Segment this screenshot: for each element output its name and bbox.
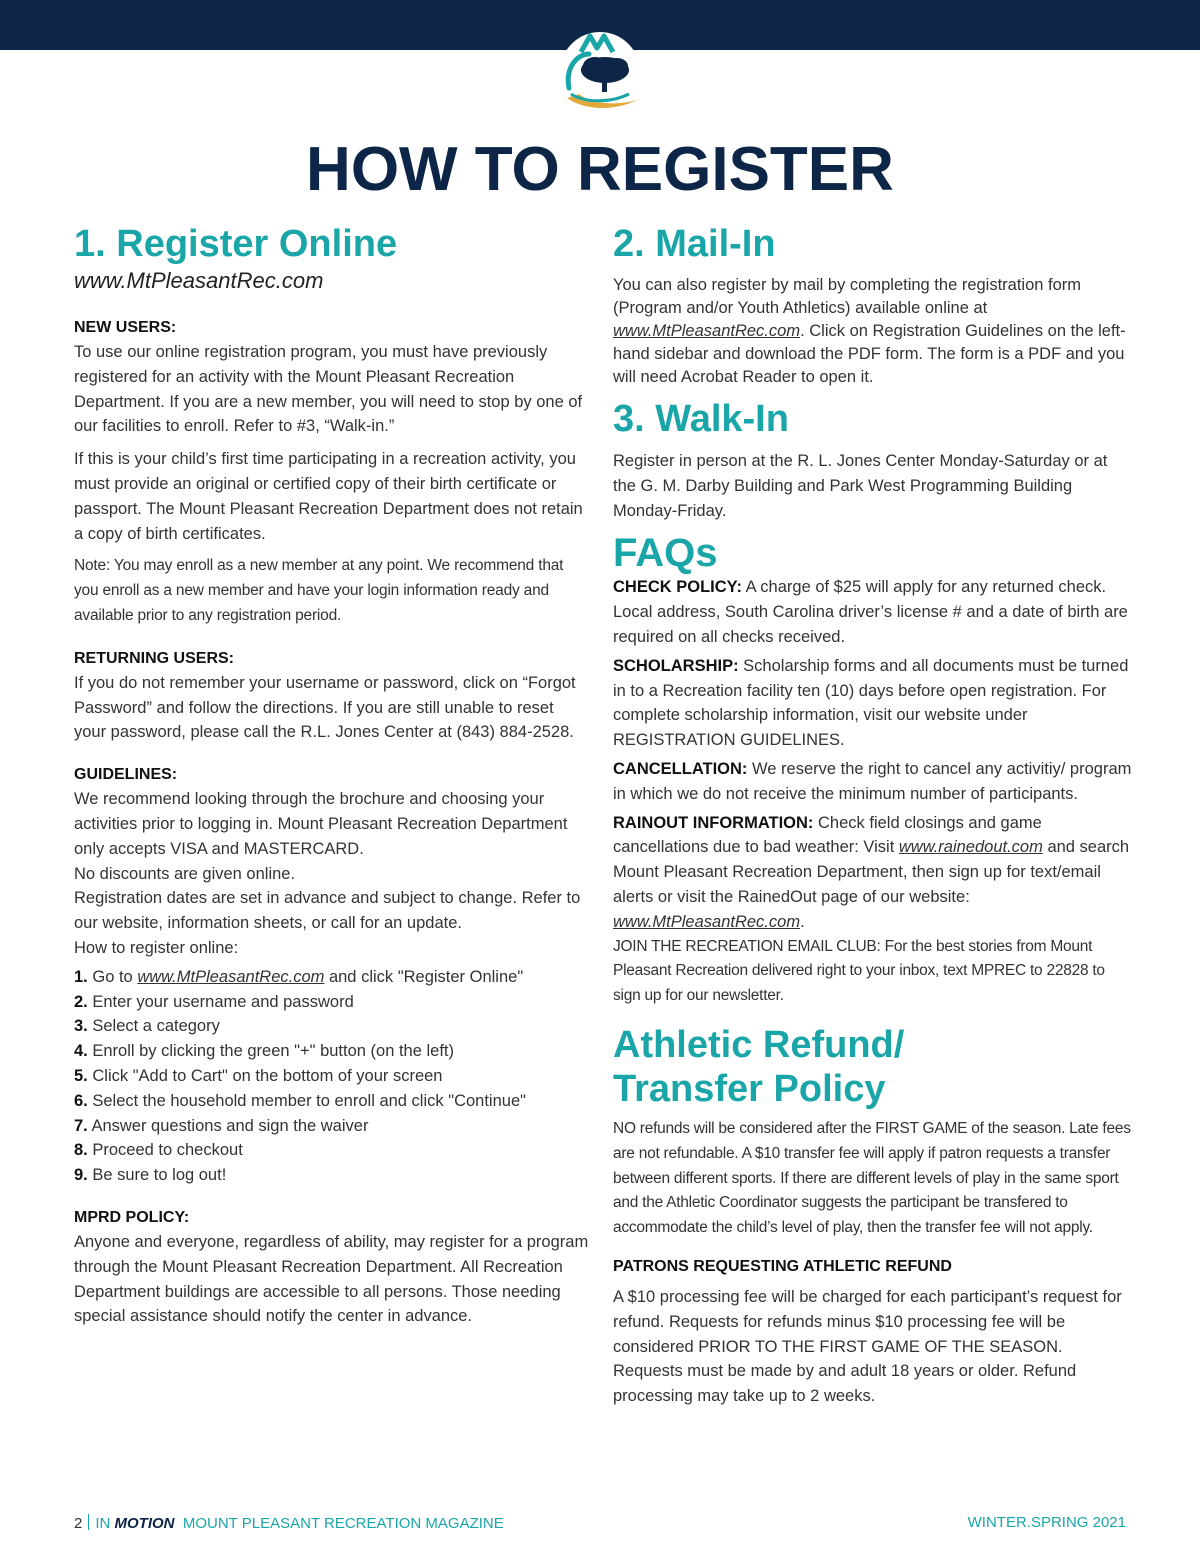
returning-users-text: If you do not remember your username or password, click on “Forgot Password” and follow the directions. If you are still unable to reset your password, please call the R.L. Jones Center at (843) 884-2528.	[74, 673, 576, 742]
page-title: HOW TO REGISTER	[306, 135, 894, 204]
season-label: WINTER.SPRING 2021	[967, 1514, 1126, 1531]
footer-motion: MOTION	[114, 1515, 175, 1532]
registration-steps	[74, 965, 590, 1188]
step-item: 7. Answer questions and sign the waiver	[74, 1116, 369, 1135]
scholarship-info: SCHOLARSHIP: Scholarship forms and all documents must be turned in to a Recreation facility ten (10) days before open registration. For complete scholarship information, visit our website under REGISTRATION GUIDELINES.	[613, 656, 1129, 750]
guidelines-title: GUIDELINES:	[74, 766, 178, 784]
walk-in-text: Register in person at the R. L. Jones Center Monday-Saturday or at the G. M. Darby Building and Park West Programming Building Monday-Friday.	[613, 452, 1108, 520]
mail-in-text: You can also register by mail by completing the registration form (Program and/or Youth Athletics) available online at www.MtPleasantRec.com. Click on Registration Guidelines on the left-hand sidebar and download the PDF form. The form is a PDF and you will need Acrobat Reader to open it.	[613, 276, 1126, 386]
new-member-note: Note: You may enroll as a new member at any point. We recommend that you enroll as a new member and have your login information ready and available prior to any registration period.	[74, 557, 564, 624]
step-item: 9. Be sure to log out!	[74, 1166, 227, 1185]
birth-certificate-text: If this is your child’s first time participating in a recreation activity, you must provide an original or certified copy of their birth certificate or passport. The Mount Pleasant Recreation Department does not retain a copy of birth certificates.	[74, 450, 583, 543]
left-column	[74, 222, 590, 1329]
website-link[interactable]: www.MtPleasantRec.com	[137, 967, 325, 986]
step-item: 6. Select the household member to enroll and click "Continue"	[74, 1091, 526, 1110]
returning-users-title: RETURNING USERS:	[74, 649, 235, 667]
rainedout-link[interactable]: www.rainedout.com	[898, 838, 1043, 857]
website-link[interactable]: www.MtPleasantRec.com	[613, 912, 801, 931]
step-item: 1. Go to www.MtPleasantRec.com and click "Register Online"	[74, 967, 524, 986]
footer-divider	[88, 1514, 89, 1530]
guidelines-line: No discounts are given online.	[74, 864, 296, 883]
mprd-policy-title: MPRD POLICY:	[74, 1208, 190, 1226]
new-users-title: NEW USERS:	[74, 319, 177, 336]
mount-pleasant-tree-logo	[557, 28, 643, 114]
website-link[interactable]: www.MtPleasantRec.com	[613, 322, 801, 340]
register-online-heading: 1. Register Online	[74, 223, 398, 265]
rainout-info: RAINOUT INFORMATION: Check field closings and game cancellations due to bad weather: Visit www.rainedout.com and search Mount Pleasant Recreation Department, then sign up for text/email alerts or visit the RainedOut page of our website: www.MtPleasantRec.com.	[613, 813, 1130, 931]
magazine-name: MOUNT PLEASANT RECREATION MAGAZINE	[182, 1515, 504, 1532]
email-club-text: JOIN THE RECREATION EMAIL CLUB: For the best stories from Mount Pleasant Recreation delivered right to your inbox, text MPREC to 22828 to sign up for our newsletter.	[613, 937, 1105, 1005]
refund-policy-text: NO refunds will be considered after the FIRST GAME of the season. Late fees are not refundable. A $10 transfer fee will apply if patron requests a transfer between different sports. If there are different levels of play in the same sport and the Athletic Coordinator suggests the participant be transfered to accommodate the child’s level of play, then the transfer fee will not apply.	[613, 1119, 1131, 1237]
new-users-text: To use our online registration program, you must have previously registered for an activity with the Mount Pleasant Recreation Department. If you are a new member, you will need to stop by one of our facilities to enroll. Refer to #3, “Walk-in.”	[74, 343, 583, 436]
step-item: 8. Proceed to checkout	[74, 1141, 243, 1160]
step-item: 3. Select a category	[74, 1017, 220, 1036]
step-item: 4. Enroll by clicking the green "+" button (on the left)	[74, 1042, 454, 1061]
page-number: 2	[74, 1515, 83, 1532]
guidelines-line: Registration dates are set in advance and subject to change. Refer to our website, information sheets, or call for an update.	[74, 889, 581, 933]
cancellation-info: CANCELLATION: We reserve the right to cancel any activitiy/ program in which we do not receive the minimum number of participants.	[613, 759, 1132, 803]
right-column	[613, 222, 1133, 1409]
check-policy: CHECK POLICY: A charge of $25 will apply for any returned check. Local address, South Carolina driver’s license # and a date of birth are required on all checks received.	[613, 578, 1128, 646]
website-url[interactable]: www.MtPleasantRec.com	[74, 268, 324, 293]
guidelines-line: How to register online:	[74, 938, 239, 957]
step-item: 5. Click "Add to Cart" on the bottom of your screen	[74, 1066, 443, 1085]
refund-heading: Athletic Refund/ Transfer Policy	[613, 1023, 905, 1110]
patrons-refund-title: PATRONS REQUESTING ATHLETIC REFUND	[613, 1257, 952, 1275]
faqs-heading: FAQs	[613, 531, 718, 576]
mprd-policy-text: Anyone and everyone, regardless of ability, may register for a program through the Mount Pleasant Recreation Department. All Recreation Department buildings are accessible to all persons. Those needing special assistance should notify the center in advance.	[74, 1232, 589, 1326]
patrons-refund-text: A $10 processing fee will be charged for each participant’s request for refund. Requests for refunds minus $10 processing fee will be considered PRIOR TO THE FIRST GAME OF THE SEASON. Requests must be made by and adult 18 years or older. Refund processing may take up to 2 weeks.	[613, 1287, 1122, 1406]
guidelines-line: We recommend looking through the brochure and choosing your activities prior to logging in. Mount Pleasant Recreation Department only accepts VISA and MASTERCARD.	[74, 790, 568, 858]
walk-in-heading: 3. Walk-In	[613, 398, 789, 440]
page-footer	[74, 1514, 1126, 1536]
step-item: 2. Enter your username and password	[74, 992, 354, 1011]
footer-in: IN	[95, 1515, 111, 1532]
mail-in-heading: 2. Mail-In	[613, 223, 776, 265]
